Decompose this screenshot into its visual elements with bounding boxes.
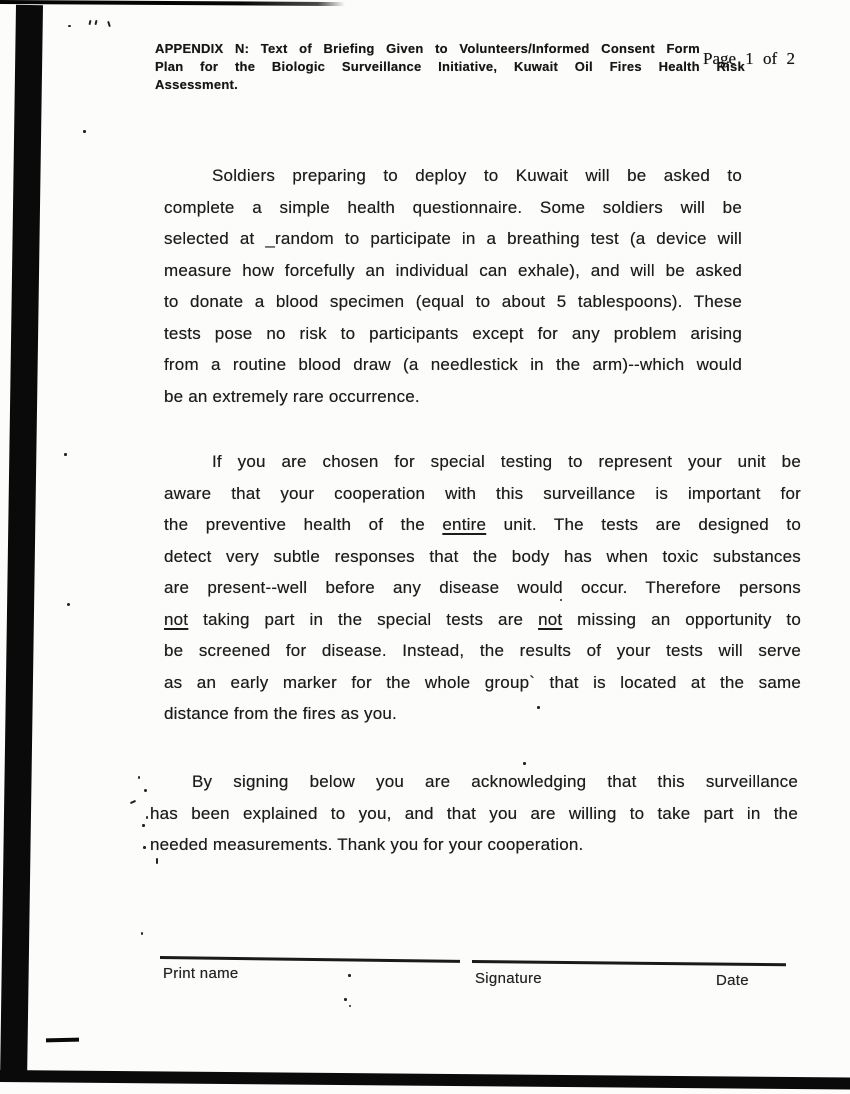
scan-speck — [138, 776, 140, 779]
text-line: not taking part in the special tests are not missing an opportunity to — [164, 609, 801, 629]
text-line: complete a simple health questionnaire. Some soldiers will be — [164, 197, 742, 217]
text-line: If you are chosen for special testing to represent your unit be — [212, 452, 801, 471]
text-line: be an extremely rare occurrence. — [164, 386, 420, 406]
text-line: detect very subtle responses that the body has when toxic substances — [164, 546, 801, 566]
header-line-1: APPENDIX N: Text of Briefing Given to Volunteers/Informed Consent Form — [155, 41, 700, 56]
text-line: be screened for disease. Instead, the results of your tests will serve — [164, 641, 801, 660]
signature-date-signature-line — [472, 960, 786, 966]
scan-speck — [142, 824, 145, 827]
text-line: tests pose no risk to participants except for any problem arising — [164, 323, 742, 343]
date-label: Date — [716, 972, 749, 989]
scan-speck — [146, 816, 148, 819]
text-line: the preventive health of the entire unit. The tests are designed to — [164, 515, 801, 534]
print-name-label: Print name — [163, 965, 239, 982]
paragraph-special-testing — [164, 446, 801, 730]
scan-speck — [348, 974, 351, 977]
text-line: as an early marker for the whole group` that is located at the same — [164, 672, 801, 692]
text-line: aware that your cooperation with this surveillance is important for — [164, 483, 801, 503]
scan-speck — [67, 603, 70, 606]
scan-speck — [537, 706, 540, 709]
paragraph-acknowledgement — [150, 766, 798, 861]
scan-speck — [68, 25, 71, 27]
text-line: from a routine blood draw (a needlestick in the arm)--which would — [164, 355, 742, 374]
text-line: measure how forcefully an individual can exhale), and will be asked — [164, 260, 742, 280]
scan-speck — [523, 762, 526, 765]
scan-speck — [344, 998, 347, 1001]
text-line: distance from the fires as you. — [164, 704, 397, 723]
scan-speck — [349, 1005, 351, 1007]
text-line: By signing below you are acknowledging that this surveillance — [192, 772, 798, 791]
scan-speck — [560, 599, 562, 601]
scan-speck — [83, 130, 86, 133]
scan-artifact-dash-mark — [46, 1038, 79, 1042]
scan-speck — [144, 789, 147, 792]
scan-speck — [143, 846, 146, 849]
header-line-2: Plan for the Biologic Surveillance Initiative, Kuwait Oil Fires Health Risk — [155, 59, 745, 74]
text-line: has been explained to you, and that you are willing to take part in the — [150, 803, 798, 823]
document-header — [155, 40, 755, 94]
signature-label: Signature — [475, 970, 542, 987]
page-number-indicator: Page 1 of 2 — [703, 49, 795, 68]
text-line: to donate a blood specimen (equal to about 5 tablespoons). These — [164, 292, 742, 311]
scan-speck — [64, 453, 67, 456]
header-line-3: Assessment. — [155, 77, 238, 92]
text-line: Soldiers preparing to deploy to Kuwait will be asked to — [212, 166, 742, 185]
paragraph-briefing-tests — [164, 160, 742, 412]
text-line: are present--well before any disease would occur. Therefore persons — [164, 578, 801, 597]
scan-speck — [156, 858, 158, 864]
print-name-signature-line — [160, 956, 460, 962]
scan-speck — [141, 932, 143, 935]
text-line: selected at _random to participate in a breathing test (a device will — [164, 229, 742, 248]
text-line: needed measurements. Thank you for your cooperation. — [150, 835, 584, 854]
